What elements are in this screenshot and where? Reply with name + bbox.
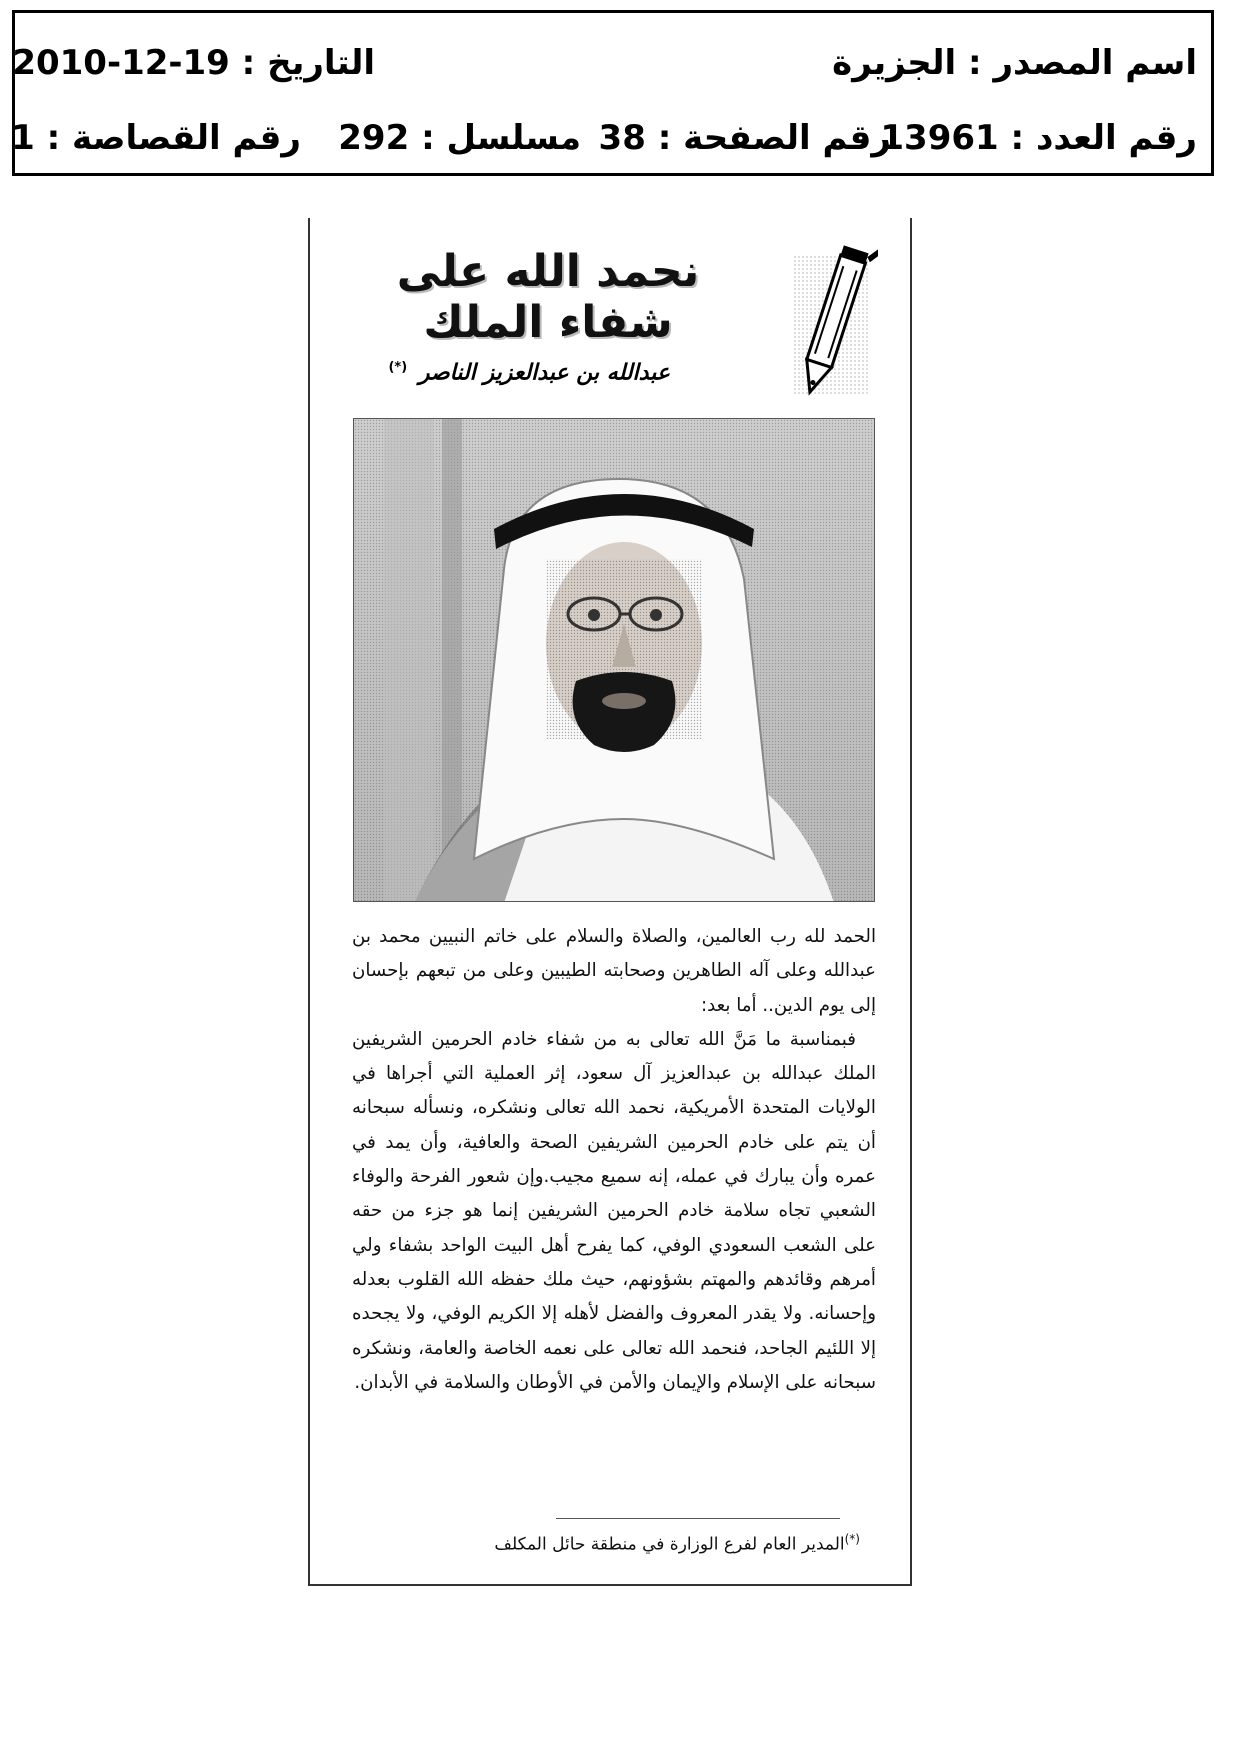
portrait-illustration [354,419,875,902]
footnote-divider [556,1518,840,1519]
page-field [599,118,891,158]
issue-value: 13961 [880,118,999,158]
footnote-mark: (*) [844,1532,860,1546]
page-label: رقم الصفحة : [657,118,891,158]
pen-icon [790,236,878,406]
article-byline [340,360,670,385]
serial-field [338,118,581,158]
clip-number-field [11,118,301,158]
source-label: اسم المصدر : [968,43,1197,83]
article-paragraph-1: الحمد لله رب العالمين، والصلاة والسلام على خاتم النبيين محمد بن عبدالله وعلى آله الطاهرين وصحابته الطيبين وعلى من تبعهم بإحسان إلى يوم الدين.. أما بعد: [352,926,876,1016]
date-value: 2010-12-19 [12,43,230,83]
footnote-text: المدير العام لفرع الوزارة في منطقة حائل المكلف [494,1534,845,1555]
author-footnote [380,1532,860,1555]
clipping-bottom-border [308,1584,912,1586]
source-value: الجزيرة [832,43,957,83]
serial-label: مسلسل : [421,118,581,158]
article-body [352,920,876,1400]
serial-value: 292 [338,118,410,158]
issue-field [880,118,1197,158]
metadata-row-2 [11,118,1211,178]
metadata-row-1 [12,43,1211,103]
clip-number-value: 1 [11,118,35,158]
date-label: التاريخ : [241,43,375,83]
byline-author: عبدالله بن عبدالعزيز الناصر [418,360,670,386]
issue-label: رقم العدد : [1010,118,1197,158]
article-paragraph-2: فبمناسبة ما مَنَّ الله تعالى به من شفاء خادم الحرمين الشريفين الملك عبدالله بن عبدالعزيز آل سعود، إثر العملية التي أجراها في الولايات المتحدة الأمريكية، نحمد الله تعالى ونشكره، ونسأله سبحانه أن يتم على خادم الحرمين الشريفين الصحة والعافية، وأن يمد في عمره وأن يبارك في عمله، إنه سميع مجيب.وإن شعور الفرحة والوفاء الشعبي تجاه سلامة خادم الحرمين الشريفين إنما هو جزء من حقه على الشعب السعودي الوفي، كما يفرح أهل البيت الواحد بشفاء ولي أمرهم وقائدهم والمهتم بشؤونهم، حيث ملك حفظه الله القلوب بعدله وإحسانه. ولا يقدر المعروف والفضل لأهله إلا الكريم الوفي، ولا يجحده إلا اللئيم الجاحد، فنحمد الله تعالى على نعمه الخاصة والعامة، ونشكره سبحانه على الإسلام والإيمان والأمن في الأوطان والسلامة في الأبدان. [352,1028,876,1393]
clip-number-label: رقم القصاصة : [46,118,301,158]
article-headline: نحمد الله على شفاء الملك [396,246,700,348]
byline-footnote-mark: (*) [388,360,408,375]
clipping-metadata-box [12,10,1214,176]
source-field [832,43,1197,83]
portrait-photo [353,418,875,902]
date-field [12,43,375,83]
page-value: 38 [598,118,646,158]
